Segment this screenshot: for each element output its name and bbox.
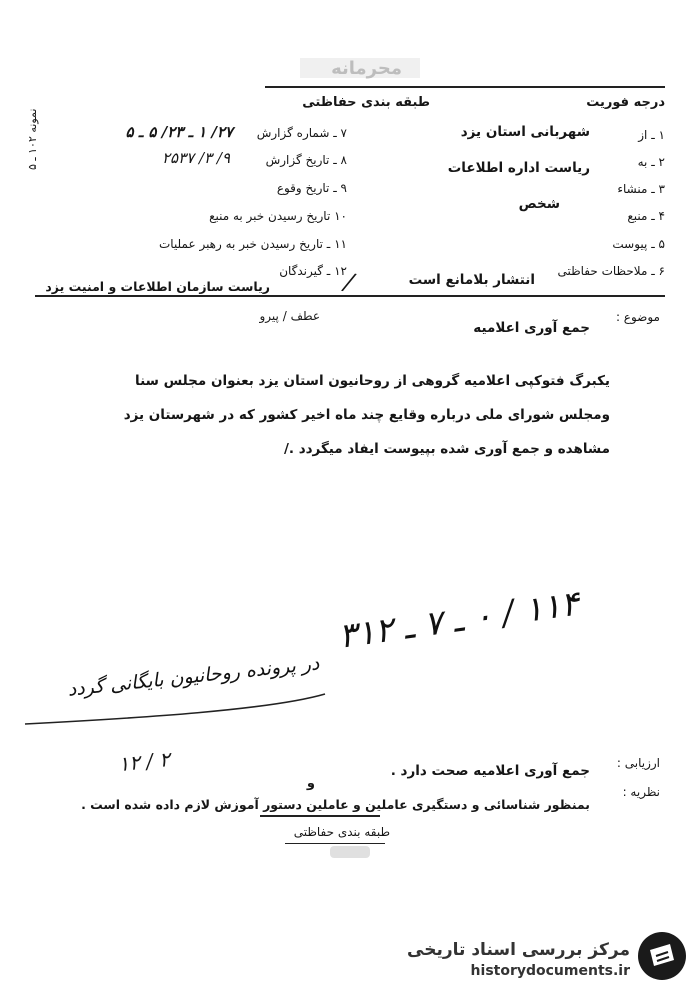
field-security-value: انتشار بلامانع است: [408, 272, 535, 288]
field-recipients-label: ۱۲ ـ گیرندگان: [279, 264, 347, 278]
reference-label: عطف / پیرو: [259, 309, 320, 323]
field-recipients-value: ریاست سازمان اطلاعات و امنیت یزد: [45, 279, 270, 294]
assessment-value: جمع آوری اعلامیه صحت دارد .: [390, 763, 590, 779]
watermark-title: مرکز بررسی اسناد تاریخی: [407, 940, 630, 960]
opinion-underline: [260, 815, 380, 817]
opinion-conj: و: [306, 776, 315, 791]
opinion-label: نظریه :: [622, 785, 660, 799]
field-news-to-leader-label: ۱۱ ـ تاریخ رسیدن خبر به رهبر عملیات: [158, 237, 347, 251]
body-line-3: مشاهده و جمع آوری شده بپیوست ایفاد میگردد ./: [283, 441, 610, 457]
watermark-logo-icon: [636, 930, 688, 982]
side-code: نمونه ۱۰۲ ـ ۵: [26, 108, 39, 170]
field-attachment-label: ۵ ـ پیوست: [612, 237, 665, 251]
opinion-value: بمنظور شناسائی و دستگیری عاملین و عاملین دستور آموزش لازم داده شده است .: [81, 797, 590, 812]
body-line-1: یکبرگ فتوکپی اعلامیه گروهی از روحانیون استان یزد بعنوان مجلس سنا: [135, 373, 610, 389]
urgency-label: درجه فوریت: [586, 95, 665, 110]
field-from-value: شهربانی استان یزد: [460, 124, 590, 140]
field-source-label: ۴ ـ منبع: [627, 209, 665, 223]
field-to-label: ۲ ـ به: [637, 155, 665, 169]
field-from-label: ۱ ـ از: [638, 128, 665, 142]
classification-label: طبقه بندی حفاظتی: [302, 95, 430, 110]
field-security-label: ۶ ـ ملاحظات حفاظتی: [557, 264, 665, 278]
footer-rule: [285, 843, 385, 844]
subject-value: جمع آوری اعلامیه: [473, 320, 590, 336]
field-event-date-label: ۹ ـ تاریخ وقوع: [276, 181, 347, 195]
assessment-label: ارزیابی :: [616, 756, 660, 770]
field-origin-label: ۳ ـ منشاء: [617, 182, 665, 196]
subject-label: موضوع :: [615, 310, 660, 324]
field-news-to-source-label: ۱۰ تاریخ رسیدن خبر به منبع: [209, 209, 347, 223]
field-to-value: ریاست اداره اطلاعات: [447, 160, 590, 176]
field-source-value: شخص: [518, 196, 560, 212]
body-line-2: ومجلس شورای ملی درباره وقایع چند ماه اخیر کشور که در شهرستان یزد: [123, 407, 610, 423]
handwritten-number: ۱۱۴ / ۰ ـ ۷ ـ ۳۱۲: [336, 583, 582, 657]
field-report-number-label: ۷ ـ شماره گزارش: [256, 126, 347, 140]
slash-mark: /: [342, 267, 356, 297]
field-report-date-label: ۸ ـ تاریخ گزارش: [265, 153, 347, 167]
header-rule: [265, 86, 665, 88]
footer-classification-label: طبقه بندی حفاظتی: [293, 825, 390, 839]
handwritten-underline: [20, 690, 330, 730]
footer-stamp-mark: [330, 846, 370, 858]
field-report-date-value: ۹/ ۳/ ۲۵۳۷: [161, 149, 230, 167]
handwritten-short-mark: ۲ / ۱۲: [117, 746, 172, 777]
watermark-url: historydocuments.ir: [470, 963, 630, 979]
field-report-number-value: ۲۷/ ۱ ـ ۲۳/ ۵ ـ ۵: [125, 123, 233, 141]
handwritten-note: در پرونده روحانیون بایگانی گردد: [66, 652, 321, 701]
top-stamp: محرمانه: [331, 58, 402, 79]
